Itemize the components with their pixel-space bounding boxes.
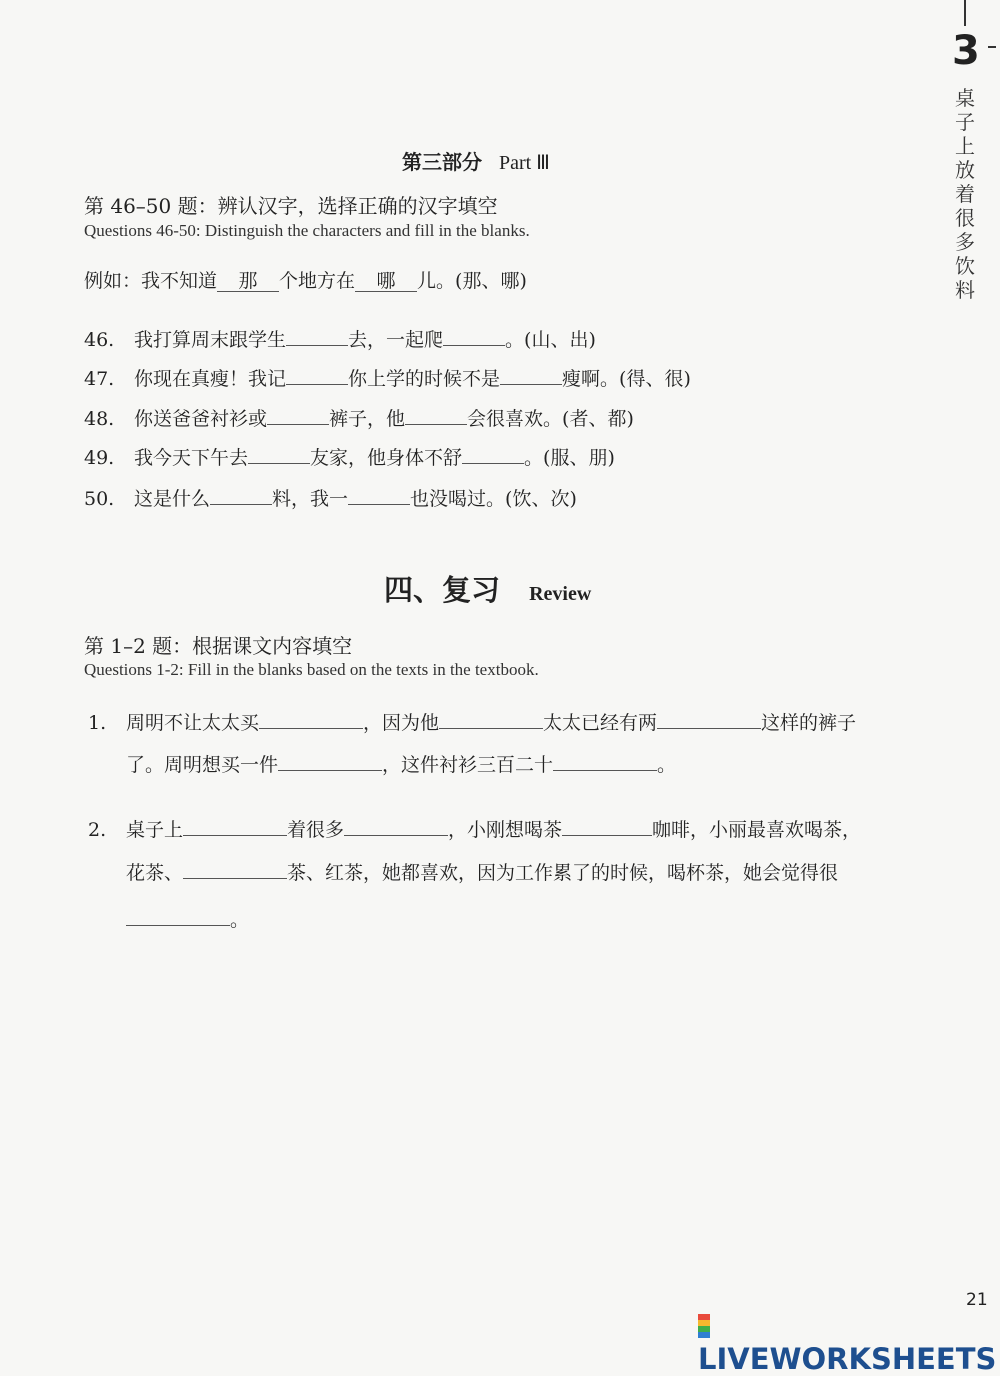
review-blank-2b[interactable]: [344, 815, 448, 836]
review-q1-text: ，因为他: [363, 712, 440, 734]
review-blank-1b[interactable]: [439, 708, 543, 729]
review-q1-text: ，这件衬衫三百二十: [382, 754, 554, 776]
review-blank-2e[interactable]: [126, 905, 230, 926]
example-text1: 我不知道: [141, 270, 218, 292]
margin-dash: [988, 46, 996, 48]
review-q2-text: 花茶、: [126, 862, 184, 884]
example-text3: 儿。(那、哪): [417, 270, 527, 292]
review-q1-number: 1.: [88, 712, 107, 734]
question-text-a: 你送爸爸衬衫或: [134, 408, 268, 430]
review-heading: [384, 568, 591, 609]
part3-heading-en: Part Ⅲ: [498, 152, 550, 174]
answer-blank-47a[interactable]: [286, 364, 348, 385]
answer-blank-49a[interactable]: [248, 443, 310, 464]
review-blank-1a[interactable]: [259, 708, 363, 729]
question-number: 47.: [84, 368, 115, 390]
review-q2-text: 着很多: [287, 819, 345, 841]
question-text-c: 瘦啊。(得、很): [562, 368, 691, 390]
review-q2-number: 2.: [88, 819, 107, 841]
answer-blank-48b[interactable]: [405, 404, 467, 425]
question-number: 50.: [84, 488, 115, 510]
question-text-a: 你现在真瘦！我记: [134, 368, 287, 390]
example-answer-blank-1: 那: [217, 271, 279, 292]
question-text-b: 去，一起爬: [348, 329, 444, 351]
review-q2-line1: [88, 815, 861, 842]
answer-blank-50a[interactable]: [210, 484, 272, 505]
question-text-b: 友家，他身体不舒: [310, 447, 463, 469]
review-q1-line2: [126, 750, 676, 777]
answer-blank-46b[interactable]: [443, 325, 505, 346]
answer-blank-49b[interactable]: [462, 443, 524, 464]
question-number: 49.: [84, 447, 115, 469]
review-q2-line2: [126, 858, 838, 885]
liveworksheets-logo-icon: [698, 1314, 710, 1338]
answer-blank-47b[interactable]: [500, 364, 562, 385]
review-blank-2d[interactable]: [183, 858, 287, 879]
review-title-cn: 四、复习: [384, 573, 501, 607]
question-text-c: 会很喜欢。(者、都): [467, 408, 634, 430]
review-blank-1e[interactable]: [553, 750, 657, 771]
question-text-a: 我今天下午去: [134, 447, 249, 469]
review-q1-text: 周明不让太太买: [126, 712, 260, 734]
part3-heading-cn: 第三部分: [402, 150, 482, 174]
review-blank-2a[interactable]: [183, 815, 287, 836]
review-instruction-cn: 第 1–2 题：根据课文内容填空: [84, 634, 353, 658]
part3-instruction-cn: 第 46–50 题：辨认汉字，选择正确的汉字填空: [84, 194, 498, 218]
question-text-b: 料，我一: [272, 488, 349, 510]
review-blank-2c[interactable]: [562, 815, 652, 836]
review-q2-text: 。: [230, 909, 250, 931]
page-number: 21: [966, 1290, 988, 1310]
review-q1-text: 。: [657, 754, 677, 776]
review-title-en: Review: [529, 583, 592, 605]
review-blank-1c[interactable]: [657, 708, 761, 729]
question-text-c: 。(山、出): [505, 329, 596, 351]
review-q1-text: 了。周明想买一件: [126, 754, 279, 776]
question-50: [84, 484, 577, 511]
question-number: 48.: [84, 408, 115, 430]
question-text-b: 你上学的时候不是: [348, 368, 501, 390]
question-46: [84, 325, 596, 352]
review-instruction-en: Questions 1-2: Fill in the blanks based on the texts in the textbook.: [84, 660, 539, 679]
question-text-a: 这是什么: [134, 488, 211, 510]
review-q1-text: 太太已经有两: [543, 712, 658, 734]
question-text-b: 裤子，他: [329, 408, 406, 430]
review-q2-text: 茶、红茶，她都喜欢，因为工作累了的时候，喝杯茶，她会觉得很: [287, 862, 839, 884]
review-q2-text: ，小刚想喝茶: [448, 819, 563, 841]
part3-heading: [402, 146, 550, 175]
review-q1-text: 这样的裤子: [761, 712, 857, 734]
question-text-c: 也没喝过。(饮、次): [410, 488, 577, 510]
question-text-a: 我打算周末跟学生: [134, 329, 287, 351]
example-label: 例如：: [84, 270, 142, 292]
review-q1-line1: [88, 708, 856, 735]
review-blank-1d[interactable]: [278, 750, 382, 771]
answer-blank-50b[interactable]: [348, 484, 410, 505]
chapter-title-vertical: 桌子上放着很多饮料: [955, 86, 975, 302]
margin-rule: [964, 0, 966, 26]
example-line: [84, 266, 527, 293]
liveworksheets-logo: [698, 1308, 1000, 1376]
chapter-number: 3: [952, 28, 980, 74]
question-number: 46.: [84, 329, 115, 351]
example-answer-blank-2: 哪: [355, 271, 417, 292]
answer-blank-48a[interactable]: [267, 404, 329, 425]
review-q2-text: 咖啡，小丽最喜欢喝茶，: [652, 819, 862, 841]
question-text-c: 。(服、朋): [524, 447, 615, 469]
question-48: [84, 404, 634, 431]
question-49: [84, 443, 615, 470]
review-q2-line3: [126, 905, 249, 932]
liveworksheets-logo-text: LIVEWORKSHEETS: [698, 1342, 997, 1376]
part3-instruction-en: Questions 46-50: Distinguish the characters and fill in the blanks.: [84, 221, 530, 240]
review-q2-text: 桌子上: [126, 819, 184, 841]
answer-blank-46a[interactable]: [286, 325, 348, 346]
question-47: [84, 364, 691, 391]
example-text2: 个地方在: [279, 270, 356, 292]
